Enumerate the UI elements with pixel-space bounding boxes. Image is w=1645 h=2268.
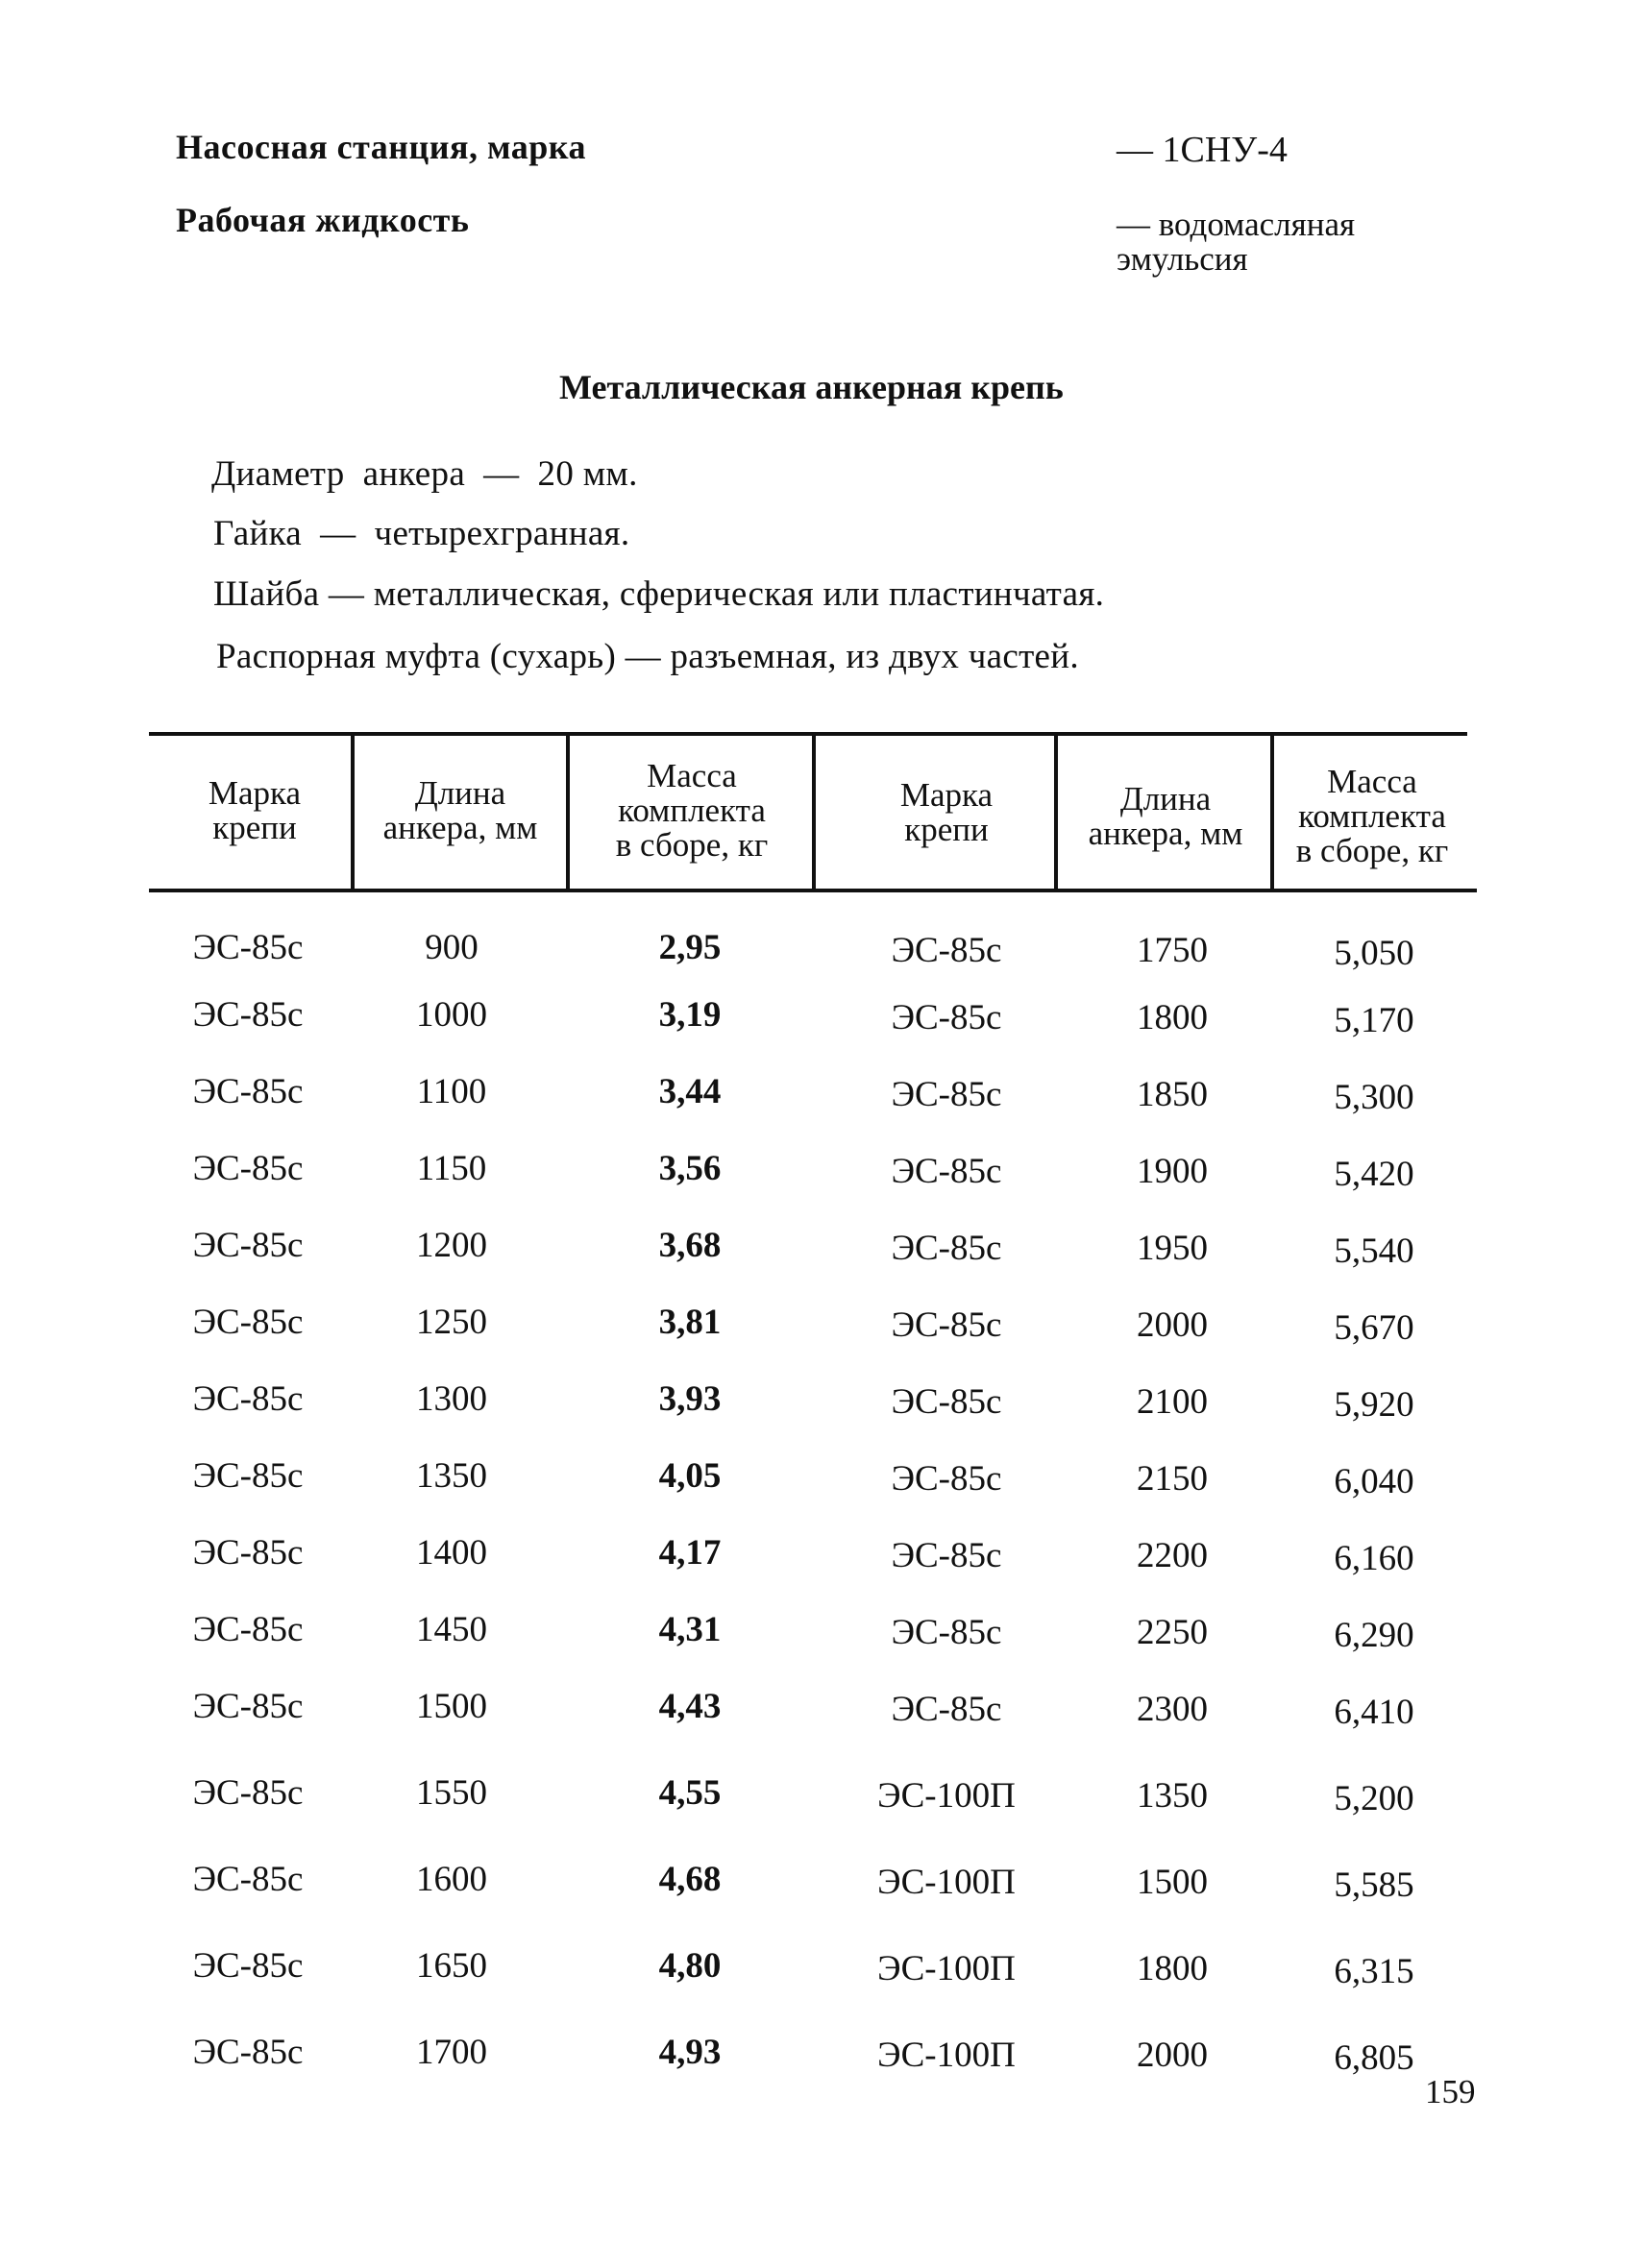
table-cell: 4,31 <box>658 1610 722 1649</box>
table-cell: 6,290 <box>1334 1616 1414 1655</box>
table-cell: 2200 <box>1137 1536 1208 1575</box>
table-cell: ЭС-85с <box>192 1303 304 1342</box>
table-cell: ЭС-85с <box>192 928 304 967</box>
table-cell: 1350 <box>1137 1776 1208 1816</box>
table-cell: 1100 <box>416 1072 487 1111</box>
table-cell: 4,55 <box>658 1773 722 1813</box>
table-cell: 5,200 <box>1334 1779 1414 1818</box>
header-brand-1: Марка крепи <box>208 774 302 846</box>
working-fluid-label: Рабочая жидкость <box>176 201 470 239</box>
table-cell: 3,56 <box>658 1149 722 1188</box>
table-cell: 1600 <box>416 1860 487 1899</box>
table-cell: ЭС-85с <box>192 2033 304 2072</box>
table-cell: 1950 <box>1137 1229 1208 1268</box>
table-cell: ЭС-85с <box>891 998 1002 1037</box>
table-cell: ЭС-85с <box>891 1536 1002 1575</box>
pump-station-value: — 1СНУ-4 <box>1117 130 1288 170</box>
table-cell: 5,585 <box>1334 1866 1414 1905</box>
table-cell: ЭС-100П <box>877 1949 1016 1988</box>
paragraph-nut: Гайка — четырехгранная. <box>213 514 630 553</box>
table-cell: 2000 <box>1137 2036 1208 2075</box>
column-separator <box>1054 736 1058 890</box>
header-length-2: Длина анкера, мм <box>1088 780 1243 852</box>
table-cell: 1300 <box>416 1379 487 1419</box>
table-cell: 2100 <box>1137 1382 1208 1422</box>
table-cell: 5,050 <box>1334 934 1414 973</box>
column-separator <box>812 736 816 890</box>
table-cell: 1900 <box>1137 1152 1208 1191</box>
table-cell: ЭС-85с <box>192 1610 304 1649</box>
table-cell: 1700 <box>416 2033 487 2072</box>
table-cell: 4,68 <box>658 1860 722 1899</box>
table-cell: 3,44 <box>658 1072 722 1111</box>
table-cell: ЭС-85с <box>192 1072 304 1111</box>
table-cell: 1650 <box>416 1946 487 1986</box>
table-cell: ЭС-85с <box>192 1946 304 1986</box>
table-cell: ЭС-85с <box>192 1379 304 1419</box>
table-cell: ЭС-85с <box>192 1149 304 1188</box>
table-cell: 1000 <box>416 995 487 1035</box>
header-mass-1: Масса комплекта в сборе, кг <box>615 757 769 864</box>
table-cell: 5,920 <box>1334 1385 1414 1425</box>
table-cell: 1450 <box>416 1610 487 1649</box>
table-cell: ЭС-85с <box>192 1687 304 1726</box>
table-cell: 4,17 <box>658 1533 722 1573</box>
table-cell: 1250 <box>416 1303 487 1342</box>
table-cell: ЭС-85с <box>891 931 1002 970</box>
table-cell: 6,160 <box>1334 1539 1414 1578</box>
table-cell: ЭС-100П <box>877 1776 1016 1816</box>
pump-station-label: Насосная станция, марка <box>176 128 586 166</box>
table-cell: 900 <box>425 928 479 967</box>
table-cell: 2,95 <box>658 928 722 967</box>
table-cell: 1150 <box>416 1149 487 1188</box>
table-cell: ЭС-85с <box>192 1226 304 1265</box>
table-cell: 5,670 <box>1334 1308 1414 1348</box>
table-cell: 1500 <box>1137 1863 1208 1902</box>
table-cell: ЭС-85с <box>891 1075 1002 1114</box>
table-cell: 2250 <box>1137 1613 1208 1652</box>
table-cell: 3,68 <box>658 1226 722 1265</box>
table-cell: 1850 <box>1137 1075 1208 1114</box>
table-cell: 4,93 <box>658 2033 722 2072</box>
paragraph-anchor-diameter: Диаметр анкера — 20 мм. <box>211 454 638 494</box>
table-cell: 4,05 <box>658 1456 722 1496</box>
working-fluid-value: — водомасляная эмульсия <box>1117 206 1356 278</box>
table-cell: 3,93 <box>658 1379 722 1419</box>
table-cell: ЭС-100П <box>877 2036 1016 2075</box>
table-cell: 5,170 <box>1334 1001 1414 1040</box>
table-cell: 1800 <box>1137 998 1208 1037</box>
table-cell: ЭС-85с <box>192 995 304 1035</box>
table-cell: ЭС-85с <box>891 1152 1002 1191</box>
table-cell: ЭС-85с <box>891 1229 1002 1268</box>
section-title: Металлическая анкерная крепь <box>559 368 1064 406</box>
table-cell: ЭС-85с <box>192 1773 304 1813</box>
header-brand-2: Марка крепи <box>899 776 994 848</box>
table-cell: ЭС-85с <box>192 1456 304 1496</box>
table-cell: 6,410 <box>1334 1693 1414 1732</box>
paragraph-expansion-sleeve: Распорная муфта (сухарь) — разъемная, из двух частей. <box>216 637 1079 676</box>
table-cell: 6,805 <box>1334 2038 1414 2078</box>
header-mass-2: Масса комплекта в сборе, кг <box>1295 763 1449 869</box>
page-number: 159 <box>1425 2073 1476 2110</box>
table-cell: 2000 <box>1137 1305 1208 1345</box>
table-cell: 1750 <box>1137 931 1208 970</box>
table-cell: 5,540 <box>1334 1232 1414 1271</box>
table-cell: 4,43 <box>658 1687 722 1726</box>
table-cell: ЭС-85с <box>891 1382 1002 1422</box>
table-cell: 1500 <box>416 1687 487 1726</box>
table-cell: ЭС-85с <box>891 1459 1002 1499</box>
table-cell: 1550 <box>416 1773 487 1813</box>
header-length-1: Длина анкера, мм <box>382 774 538 846</box>
table-cell: ЭС-100П <box>877 1863 1016 1902</box>
table-cell: ЭС-85с <box>891 1305 1002 1345</box>
table-cell: ЭС-85с <box>192 1860 304 1899</box>
table-cell: ЭС-85с <box>891 1613 1002 1652</box>
table-cell: 2300 <box>1137 1690 1208 1729</box>
paragraph-washer: Шайба — металлическая, сферическая или пластинчатая. <box>213 574 1105 614</box>
table-cell: 5,420 <box>1334 1155 1414 1194</box>
table-cell: 3,19 <box>658 995 722 1035</box>
table-cell: 2150 <box>1137 1459 1208 1499</box>
table-cell: 1200 <box>416 1226 487 1265</box>
table-cell: 6,040 <box>1334 1462 1414 1501</box>
column-separator <box>566 736 570 890</box>
table-cell: 6,315 <box>1334 1952 1414 1991</box>
table-cell: 3,81 <box>658 1303 722 1342</box>
table-cell: 1350 <box>416 1456 487 1496</box>
table-cell: 5,300 <box>1334 1078 1414 1117</box>
table-cell: 1400 <box>416 1533 487 1573</box>
table-cell: 4,80 <box>658 1946 722 1986</box>
table-cell: ЭС-85с <box>891 1690 1002 1729</box>
table-cell: ЭС-85с <box>192 1533 304 1573</box>
table-cell: 1800 <box>1137 1949 1208 1988</box>
